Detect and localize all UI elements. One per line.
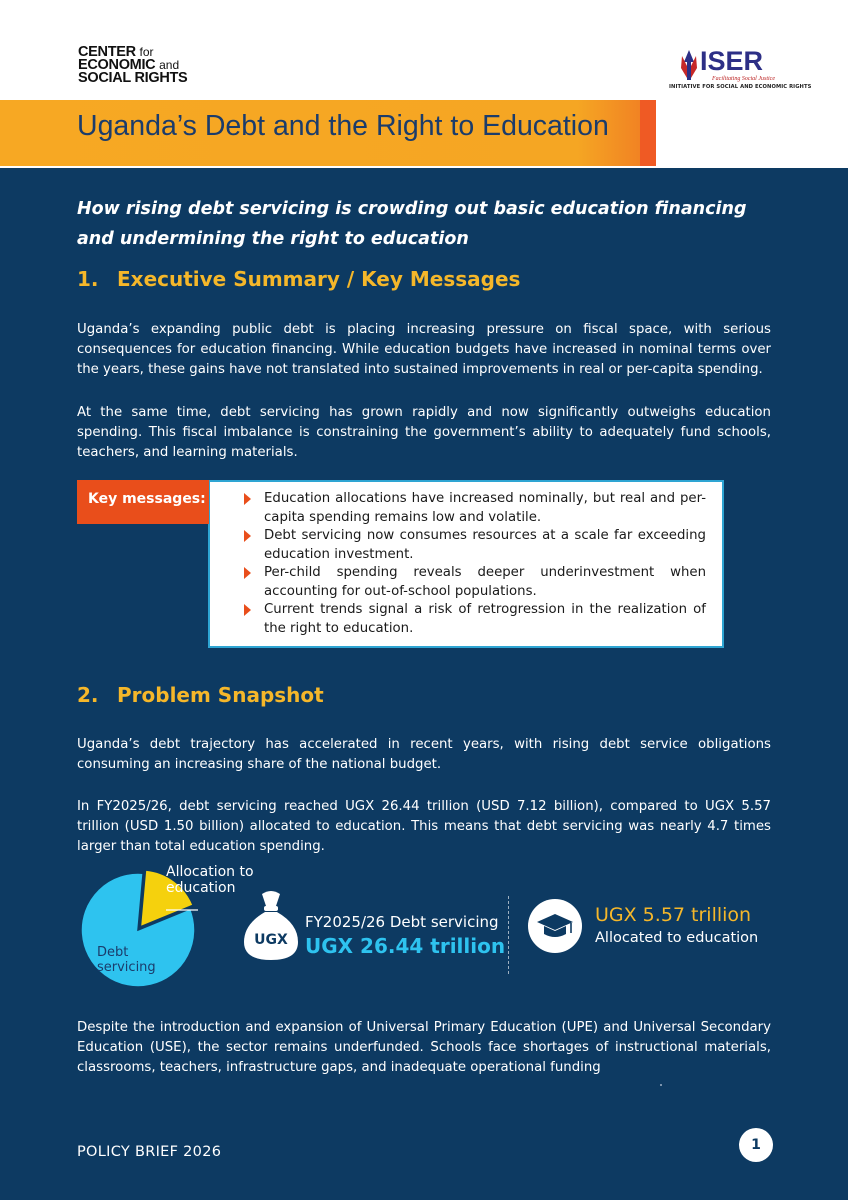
footer-label: POLICY BRIEF 2026: [77, 1144, 222, 1160]
bullet-arrow-icon: [244, 530, 251, 542]
graduation-cap-icon: [527, 898, 583, 954]
closing-paragraph: Despite the introduction and expansion of Universal Primary Education (UPE) and Universal Secondary Education (USE), the sector remains underfunded. Schools face shortages of instructional materials, classrooms, teachers, infrastructure gaps, and inadequate operational funding: [77, 1020, 771, 1075]
section-2-number: 2.: [77, 683, 99, 707]
section-2-heading: [77, 683, 324, 707]
key-message-text: Current trends signal a risk of retrogression in the realization of the right to education.: [264, 602, 706, 636]
pie-label-education: Allocation to education: [166, 864, 254, 896]
iser-tagline: Facilitating Social Justice: [712, 76, 775, 82]
section-2-paragraph: In FY2025/26, debt servicing reached UGX 26.44 trillion (USD 7.12 billion), compared to UGX 5.57 trillion (USD 1.50 billion) allocated to education. This means that debt servicing was nearly 4.7 times larger than total education spending.: [77, 799, 771, 854]
key-message-item: [244, 527, 706, 564]
cesr-logo: CENTER for ECONOMIC and SOCIAL RIGHTS: [78, 44, 188, 86]
decorative-dot: [660, 1084, 662, 1086]
section-1-number: 1.: [77, 267, 99, 291]
iser-full-name: INITIATIVE FOR SOCIAL AND ECONOMIC RIGHTS: [669, 84, 812, 90]
bullet-arrow-icon: [244, 493, 251, 505]
key-message-text: Debt servicing now consumes resources at a scale far exceeding education investment.: [264, 528, 706, 562]
key-messages-label: Key messages:: [77, 480, 209, 524]
key-message-item: [244, 490, 706, 527]
debt-caption: FY2025/26 Debt servicing: [305, 913, 499, 931]
page-title: Uganda’s Debt and the Right to Education: [77, 110, 609, 142]
section-2-title: Problem Snapshot: [117, 683, 324, 707]
iser-logo: [666, 46, 812, 96]
iser-wordmark: ISER: [700, 46, 764, 76]
key-message-text: Per-child spending reveals deeper underinvestment when accounting for out-of-school populations.: [264, 565, 706, 599]
title-band-accent: [640, 100, 656, 166]
key-message-item: [244, 601, 706, 638]
bag-label: UGX: [254, 932, 288, 948]
education-caption: Allocated to education: [595, 930, 759, 946]
debt-amount: UGX 26.44 trillion: [305, 934, 506, 958]
section-1-paragraph: Uganda’s expanding public debt is placing increasing pressure on fiscal space, with serious consequences for education financing. While education budgets have increased in nominal terms over the years, these gains have not translated into sustained improvements in real or per-capita spending.: [77, 322, 771, 377]
iser-emblem-icon: [678, 48, 700, 82]
key-message-item: [244, 564, 706, 601]
section-1-heading: [77, 267, 520, 291]
bullet-arrow-icon: [244, 567, 251, 579]
page-number: 1: [739, 1128, 773, 1162]
section-1-paragraph: At the same time, debt servicing has grown rapidly and now significantly outweighs education spending. This fiscal imbalance is constraining the government’s ability to adequately fund schools, teachers, and learning materials.: [77, 405, 771, 460]
key-messages-list: [244, 490, 706, 638]
bullet-arrow-icon: [244, 604, 251, 616]
pie-label-debt: Debt servicing: [97, 945, 156, 975]
divider: [508, 896, 509, 974]
key-message-text: Education allocations have increased nominally, but real and per-capita spending remains low and volatile.: [264, 491, 706, 525]
section-2-paragraph: Uganda’s debt trajectory has accelerated in recent years, with rising debt service obligations consuming an increasing share of the national budget.: [77, 737, 771, 772]
section-1-title: Executive Summary / Key Messages: [117, 267, 521, 291]
money-bag-icon: [240, 888, 302, 964]
education-amount: UGX 5.57 trillion: [595, 904, 752, 926]
page-subtitle: How rising debt servicing is crowding out basic education financing and undermining the right to education: [77, 199, 747, 249]
